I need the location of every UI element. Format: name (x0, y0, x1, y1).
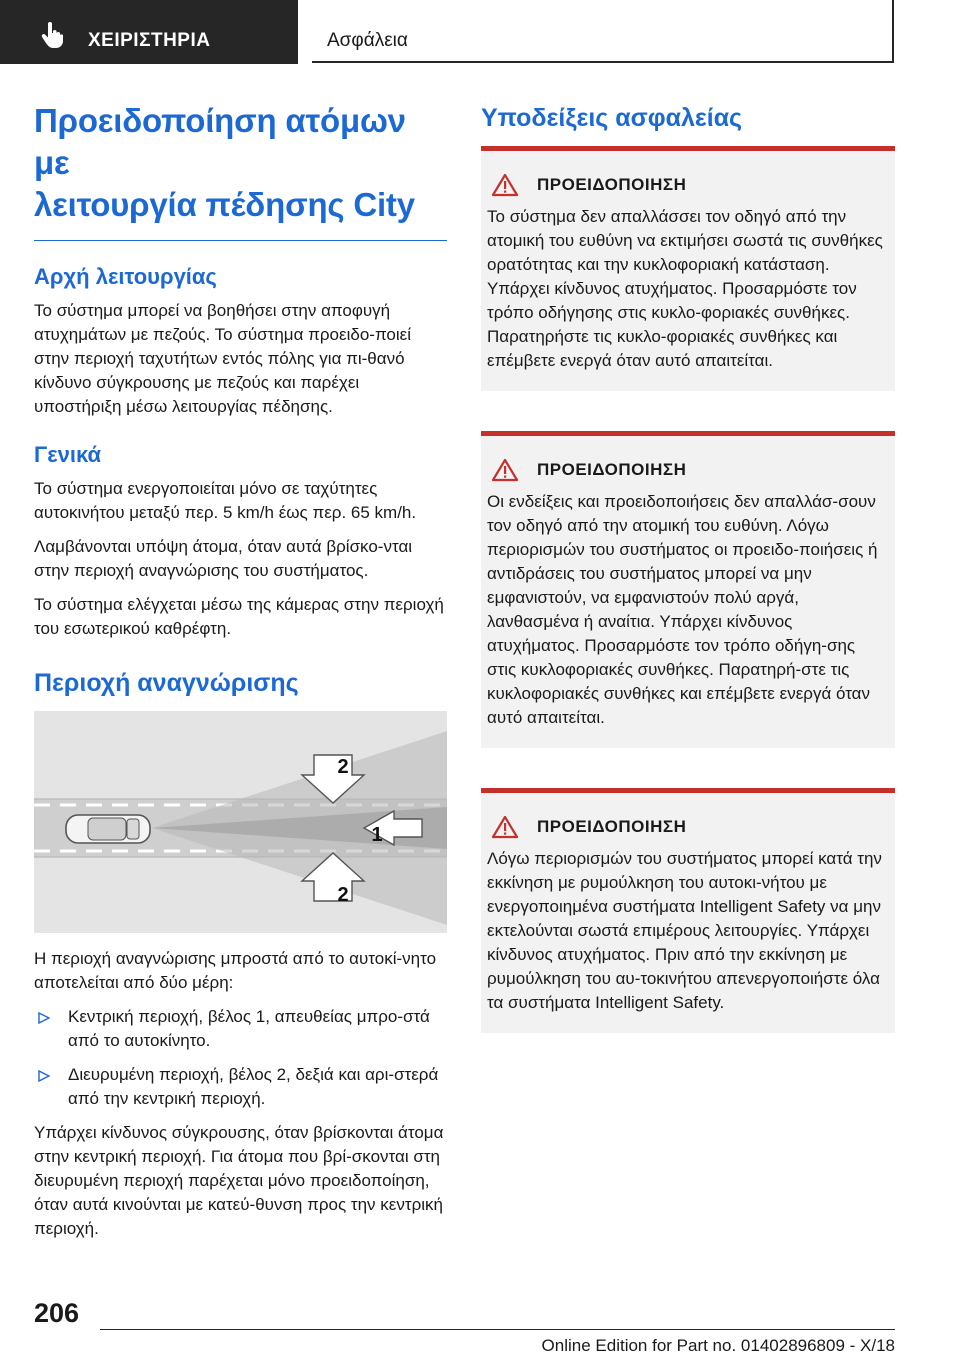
figure-label-mid: 1 (371, 824, 383, 846)
paragraph: Το σύστημα ελέγχεται μέσω της κάμερας στην περιοχή του εσωτερικού καθρέφτη. (34, 595, 444, 638)
triangle-bullet-icon (38, 1070, 50, 1082)
warning-box (481, 788, 895, 1033)
section-heading-general: Γενικά (34, 442, 102, 467)
title-divider (34, 240, 447, 241)
list-item-text: Διευρυμένη περιοχή, βέλος 2, δεξιά και αρι-στερά από την κεντρική περιοχή. (68, 1065, 439, 1108)
left-column (34, 100, 447, 1251)
section-label: Ασφάλεια (327, 30, 408, 51)
right-column (481, 100, 895, 1033)
warning-title: ΠΡΟΕΙΔΟΠΟΙΗΣΗ (537, 175, 687, 194)
warning-triangle-icon (491, 173, 519, 197)
section-header (312, 0, 894, 63)
figure-label-bot: 2 (337, 884, 349, 906)
hand-pointer-icon (40, 22, 64, 48)
paragraph: Λαμβάνονται υπόψη άτομα, όταν αυτά βρίσκο-νται στην περιοχή αναγνώρισης του συστήματος. (34, 537, 413, 580)
warning-text: Το σύστημα δεν απαλλάσσει τον οδηγό από την ατομική του ευθύνη να εκτιμήσει σωστά τις συνθήκες ορατότητας και την κυκλοφοριακή κατάσταση. Υπάρχει κίνδυνος ατυχήματος. Προσαρμόστε τον τρόπο οδήγησης στις κυκλο-φοριακές συνθήκες. Παρατηρήστε τις κυκλο-φοριακές συνθήκες και επέμβετε ενεργά όταν αυτό απαιτείται. (487, 207, 883, 370)
chapter-tab-label: ΧΕΙΡΙΣΤΗΡΙΑ (88, 30, 211, 51)
list-item-text: Κεντρική περιοχή, βέλος 1, απευθείας μπρο-στά από το αυτοκίνητο. (68, 1007, 430, 1050)
car-icon (66, 815, 150, 843)
warning-box (481, 146, 895, 391)
paragraph: Το σύστημα μπορεί να βοηθήσει στην αποφυγή ατυχημάτων με πεζούς. Το σύστημα προειδο-ποιεί στην περιοχή ταχυτήτων εντός πόλης για πι-θανό κίνδυνο σύγκρουσης με πεζούς και παρέχει υποστήριξη μέσω λειτουργίας πέδησης. (34, 301, 412, 416)
warning-box (481, 431, 895, 748)
chapter-tab[interactable] (0, 0, 298, 64)
warning-header (487, 458, 885, 482)
bullet-list (34, 1005, 447, 1111)
page-title-line1: Προειδοποίηση ατόμων με (34, 102, 406, 181)
triangle-bullet-icon (38, 1012, 50, 1024)
detection-area-figure (34, 711, 447, 933)
section-heading-detection: Περιοχή αναγνώρισης (34, 669, 299, 697)
paragraph: Υπάρχει κίνδυνος σύγκρουσης, όταν βρίσκονται άτομα στην κεντρική περιοχή. Για άτομα που βρί-σκονται στη διευρυμένη περιοχή παρέχεται μόνο προειδοποίηση, όταν αυτά κινούνται με κατεύ-θυνση προς την κεντρική περιοχή. (34, 1123, 444, 1238)
warning-text: Λόγω περιορισμών του συστήματος μπορεί κατά την εκκίνηση με ρυμούλκηση του αυτοκι-νήτου με ενεργοποιημένα συστήματα Intelligent Safety να μην εκτελούνται σωστά επιμέρους λειτουργίες. Υπάρχει κίνδυνος ατυχήματος. Πριν από την εκκίνηση με ρυμούλκηση του αυ-τοκινήτου απενεργοποιήστε όλα τα συστήματα Intelligent Safety. (487, 849, 882, 1012)
section-heading-principle: Αρχή λειτουργίας (34, 264, 217, 289)
warning-header (487, 815, 885, 839)
warning-triangle-icon (491, 815, 519, 839)
page-title (34, 100, 447, 226)
warning-header (487, 173, 885, 197)
list-item (34, 1063, 447, 1111)
paragraph: Το σύστημα ενεργοποιείται μόνο σε ταχύτητες αυτοκινήτου μεταξύ περ. 5 km/h έως περ. 65 km/h. (34, 479, 417, 522)
paragraph: Η περιοχή αναγνώρισης μπροστά από το αυτοκί-νητο αποτελείται από δύο μέρη: (34, 949, 437, 992)
detection-area-illustration (34, 711, 447, 933)
figure-label-top: 2 (337, 756, 349, 778)
warning-title: ΠΡΟΕΙΔΟΠΟΙΗΣΗ (537, 460, 687, 479)
list-item (34, 1005, 447, 1053)
warning-triangle-icon (491, 458, 519, 482)
warning-title: ΠΡΟΕΙΔΟΠΟΙΗΣΗ (537, 817, 687, 836)
footer-divider (100, 1329, 895, 1330)
warning-text: Οι ενδείξεις και προειδοποιήσεις δεν απαλλάσ-σουν τον οδηγό από την ατομική του ευθύνη. Λόγω περιορισμών του συστήματος οι προειδο-ποιήσεις ή αντιδράσεις του συστήματος μπορεί να μην εμφανιστούν, να εμφανιστούν πολύ αργά, λανθασμένα ή αναίτια. Υπάρχει κίνδυνος ατυχήματος. Προσαρμόστε τον τρόπο οδήγη-σης στις κυκλοφοριακές συνθήκες. Παρατηρή-στε τις κυκλοφοριακές συνθήκες και επέμβετε ενεργά όταν αυτό απαιτείται. (487, 492, 878, 727)
edition-text: Online Edition for Part no. 01402896809 - X/18 (541, 1336, 895, 1355)
safety-notes-heading: Υποδείξεις ασφαλείας (481, 104, 743, 132)
page-title-line2: λειτουργία πέδησης City (34, 186, 415, 223)
page-number: 206 (34, 1298, 80, 1328)
